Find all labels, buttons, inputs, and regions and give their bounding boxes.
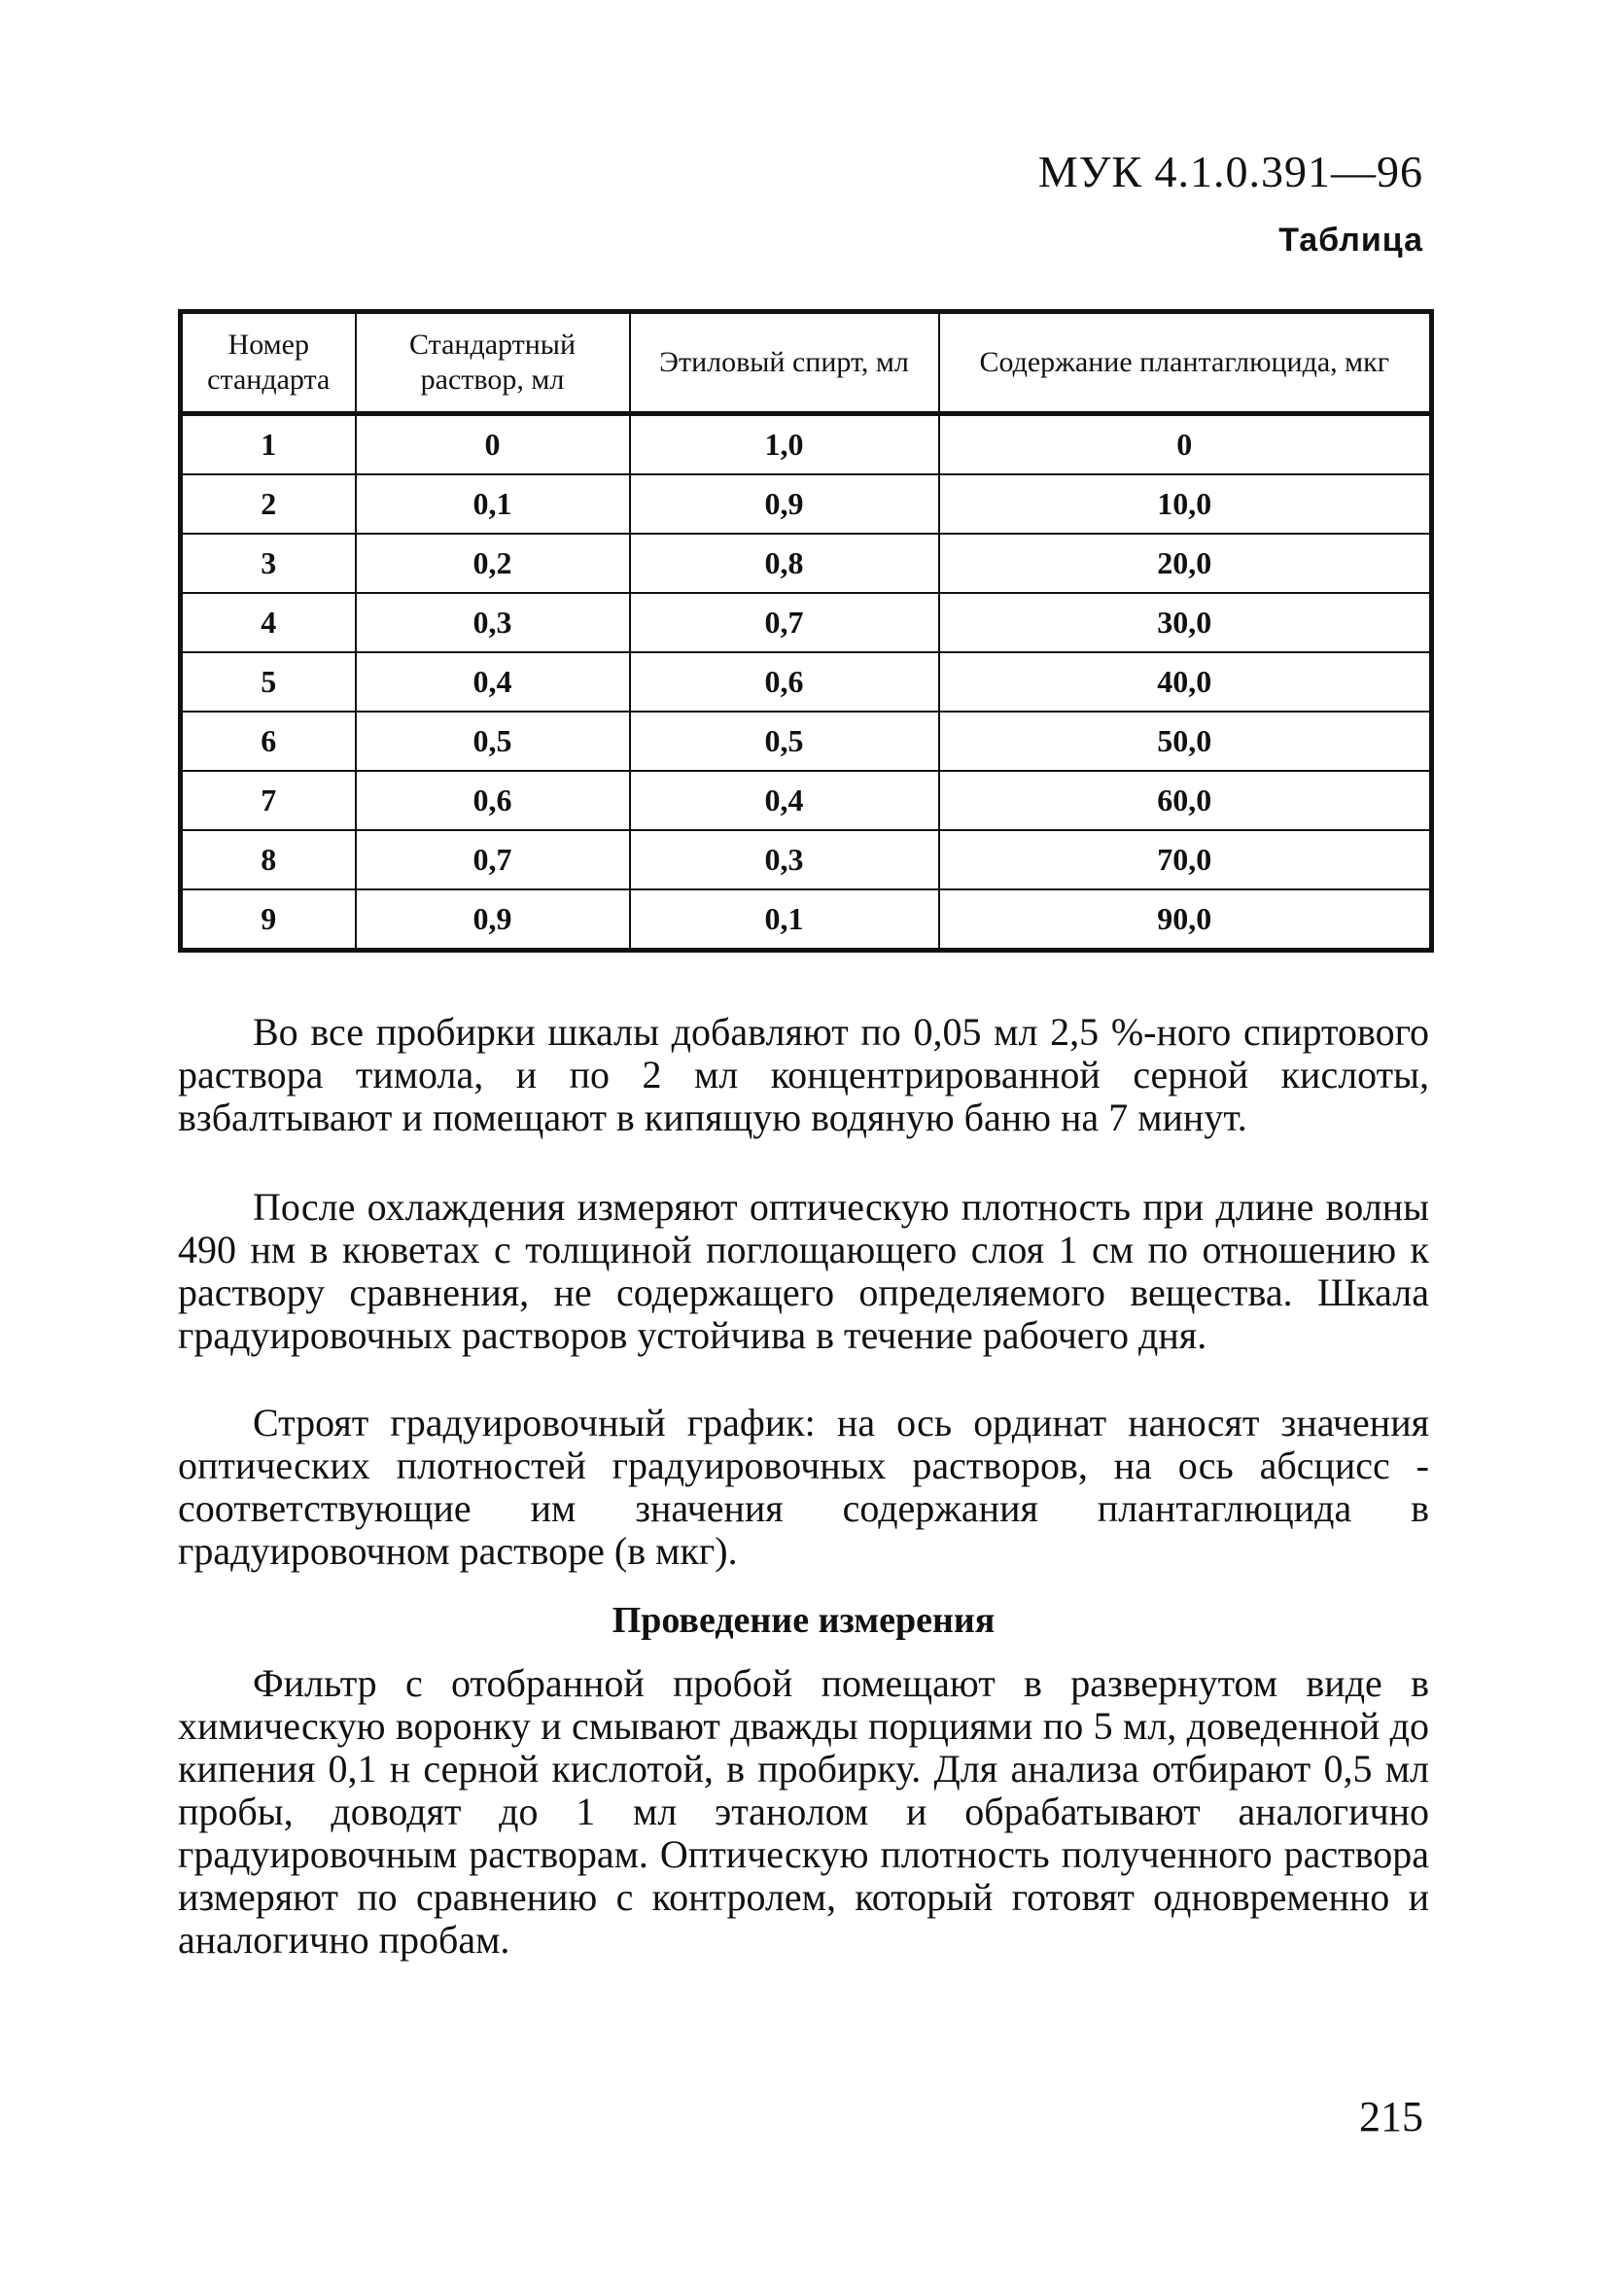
table-row [181,889,1432,951]
table-cell: 9 [181,889,356,951]
table-cell: 0,5 [630,712,939,771]
table-cell: 0,1 [630,889,939,951]
table-cell: 0,3 [630,830,939,889]
column-header-standard-number: Номер стандарта [181,312,356,414]
paragraph-text: Строят градуировочный график: на ось ординат наносят значения оптических плотностей градуировочных растворов, на ось абсцисс - соответствующие им значения содержания плантаглюцида в градуировочном растворе (в мкг). [178,1401,1429,1573]
table-cell: 40,0 [939,652,1432,712]
table-cell: 6 [181,712,356,771]
table-cell: 0,8 [630,534,939,593]
table-cell: 7 [181,771,356,830]
paragraph-text: Фильтр с отобранной пробой помещают в развернутом виде в химическую воронку и смывают дважды порциями по 5 мл, доведенной до кипения 0,1 н серной кислотой, в пробирку. Для анализа отбирают 0,5 мл пробы, доводят до 1 мл этанолом и обрабатывают аналогично градуировочным растворам. Оптическую плотность полученного раствора измеряют по сравнению с контролем, который готовят одновременно и аналогично пробам. [178,1661,1429,1962]
document-code: МУК 4.1.0.391—96 [1037,147,1423,196]
table-cell: 0,6 [356,771,630,830]
table-cell: 1 [181,414,356,475]
table-row [181,652,1432,712]
table-cell: 0,4 [630,771,939,830]
table-body [181,414,1432,951]
table-row [181,830,1432,889]
paragraph-calibration-graph [178,1402,1429,1573]
column-header-ethanol: Этиловый спирт, мл [630,312,939,414]
table-cell: 90,0 [939,889,1432,951]
table-cell: 50,0 [939,712,1432,771]
table-cell: 4 [181,593,356,652]
table-cell: 0 [939,414,1432,475]
table-cell: 60,0 [939,771,1432,830]
paragraph-measurement [178,1186,1429,1357]
table-row [181,474,1432,534]
table-cell: 0,3 [356,593,630,652]
paragraph-reagents [178,1011,1429,1139]
standards-table-container [178,309,1429,953]
table-cell: 20,0 [939,534,1432,593]
table-label: Таблица [1278,222,1423,259]
column-header-standard-solution: Стандартный раствор, мл [356,312,630,414]
table-cell: 0,2 [356,534,630,593]
table-cell: 70,0 [939,830,1432,889]
table-cell: 0,7 [630,593,939,652]
table-cell: 10,0 [939,474,1432,534]
table-header-row [181,312,1432,414]
paragraph-procedure [178,1662,1429,1962]
table-cell: 0,9 [630,474,939,534]
table-row [181,414,1432,475]
table-cell: 0 [356,414,630,475]
table-cell: 0,1 [356,474,630,534]
table-cell: 0,9 [356,889,630,951]
table-cell: 0,6 [630,652,939,712]
table-cell: 0,7 [356,830,630,889]
table-cell: 2 [181,474,356,534]
table-row [181,593,1432,652]
table-cell: 8 [181,830,356,889]
table-cell: 0,5 [356,712,630,771]
table-cell: 0,4 [356,652,630,712]
paragraph-text: Во все пробирки шкалы добавляют по 0,05 мл 2,5 %-ного спиртового раствора тимола, и по 2 мл концентрированной серной кислоты, взбалтывают и помещают в кипящую водяную баню на 7 минут. [178,1010,1429,1139]
table-cell: 1,0 [630,414,939,475]
page-number: 215 [1359,2093,1423,2140]
column-header-plantaglucide-content: Содержание плантаглюцида, мкг [939,312,1432,414]
table-cell: 3 [181,534,356,593]
standards-table [178,309,1434,953]
table-row [181,712,1432,771]
section-heading: Проведение измерения [612,1600,996,1641]
table-cell: 30,0 [939,593,1432,652]
table-cell: 5 [181,652,356,712]
table-row [181,771,1432,830]
paragraph-text: После охлаждения измеряют оптическую плотность при длине волны 490 нм в кюветах с толщиной поглощающего слоя 1 см по отношению к раствору сравнения, не содержащего определяемого вещества. Шкала градуировочных растворов устойчива в течение рабочего дня. [178,1185,1429,1357]
table-row [181,534,1432,593]
table-header [181,312,1432,414]
